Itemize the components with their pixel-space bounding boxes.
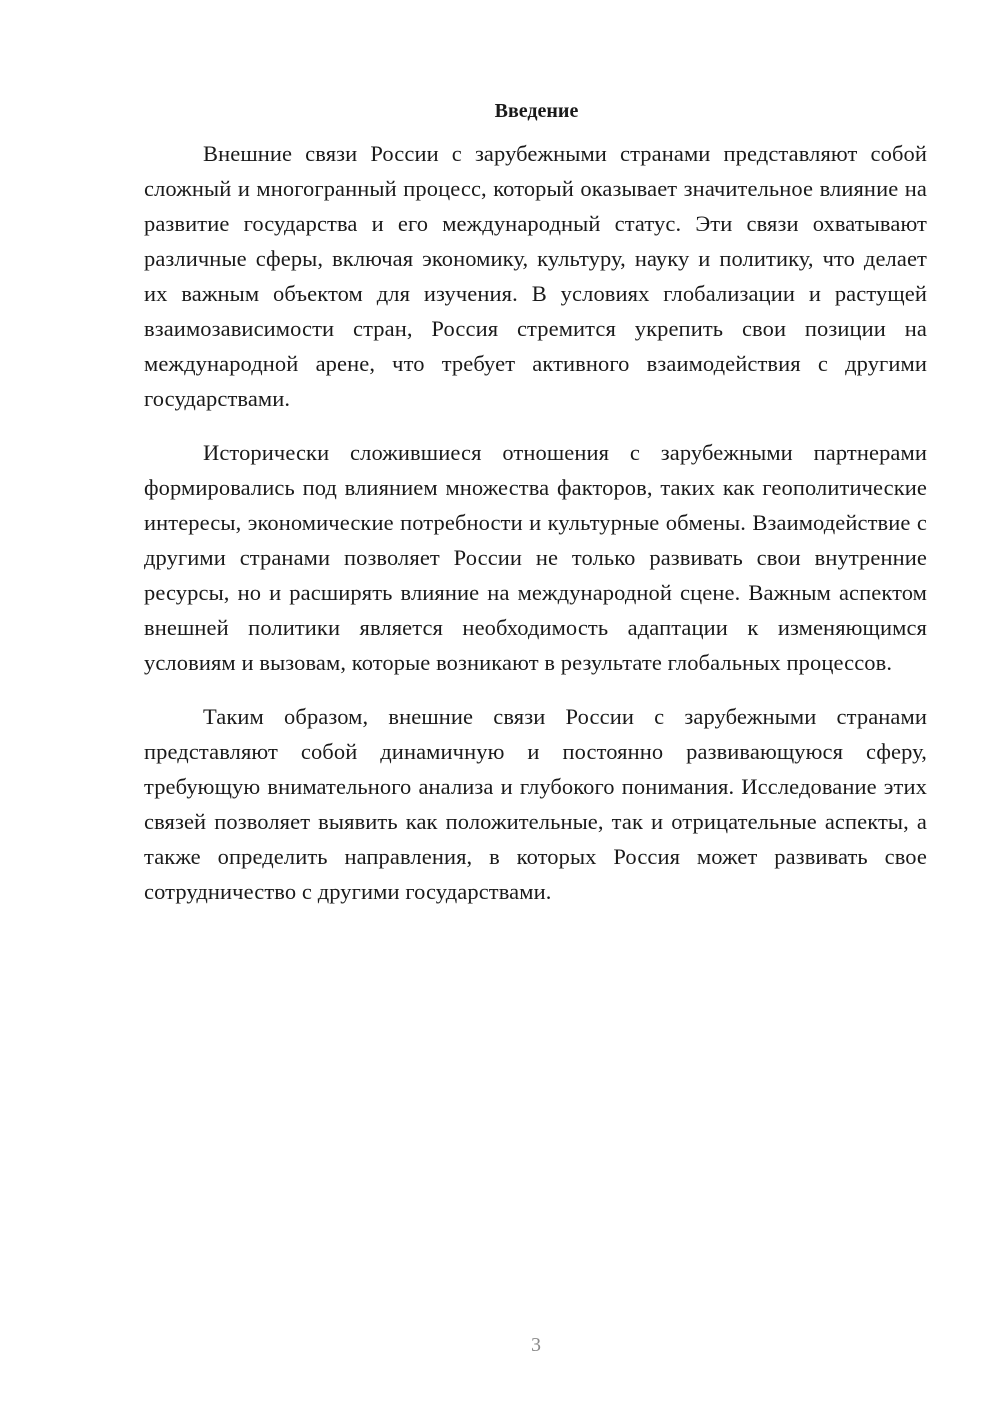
- document-body: [144, 98, 927, 928]
- section-heading: Введение: [494, 100, 579, 122]
- paragraph-3: Таким образом, внешние связи России с зарубежными странами представляют собой динамичную и постоянно развивающуюся сферу, требующую внимательного анализа и глубокого понимания. Исследование этих связей позволяет выявить как положительные, так и отрицательные аспекты, а также определить направления, в которых Россия может развивать свое сотрудничество с другими государствами.: [144, 704, 927, 904]
- page-number: 3: [531, 1334, 541, 1356]
- paragraph-1: Внешние связи России с зарубежными странами представляют собой сложный и многогранный процесс, который оказывает значительное влияние на развитие государства и его международный статус. Эти связи охватывают различные сферы, включая экономику, культуру, науку и политику, что делает их важным объектом для изучения. В условиях глобализации и растущей взаимозависимости стран, Россия стремится укрепить свои позиции на международной арене, что требует активного взаимодействия с другими государствами.: [144, 141, 927, 411]
- paragraph-2: Исторически сложившиеся отношения с зарубежными партнерами формировались под влиянием множества факторов, таких как геополитические интересы, экономические потребности и культурные обмены. Взаимодействие с другими странами позволяет России не только развивать свои внутренние ресурсы, но и расширять влияние на международной сцене. Важным аспектом внешней политики является необходимость адаптации к изменяющимся условиям и вызовам, которые возникают в результате глобальных процессов.: [144, 440, 927, 675]
